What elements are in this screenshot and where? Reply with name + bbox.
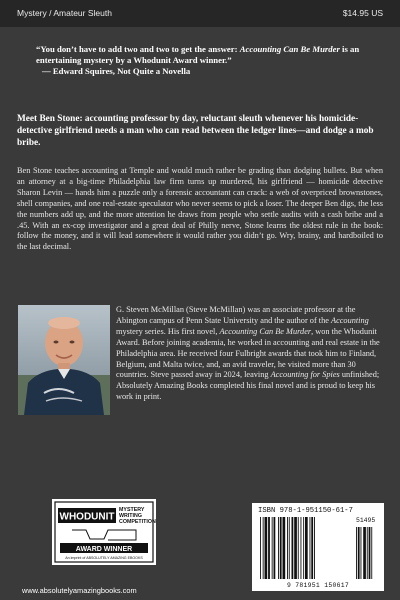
price-label: $14.95 US [342,8,383,18]
bio-text-4: unfinished; Absolutely Amazing Books completed his final novel and is proud to keep his work in print. [116,370,380,402]
genre-label: Mystery / Amateur Sleuth [17,8,112,18]
logo-banner-text: AWARD WINNER [75,545,133,553]
isbn-barcode [252,503,384,591]
author-bio [116,305,384,403]
whodunit-award-logo [52,499,156,565]
quote-text-end: is an entertaining mystery by a Whodunit Award winner.” [36,44,360,65]
quote-attribution: — Edward Squires, Not Quite a Novella [42,66,191,76]
barcode-ean-digits: 9 781951 150617 [286,582,350,589]
header-bar [0,0,400,27]
logo-brand-text: WHODUNIT [59,511,115,523]
barcode-bars-icon [252,503,384,591]
tagline: Meet Ben Stone: accounting professor by day, reluctant sleuth whenever his homicide-detective girlfriend needs a man who can read between the ledger lines—and dodge a mob bribe. [17,114,374,148]
bio-series-title: Accounting [331,315,369,325]
bio-text-1: G. Steven McMillan (Steve McMillan) was an associate professor at the Abington campus of Penn State University and the author of the [116,305,356,325]
logo-side-text-1: MYSTERY [119,507,145,513]
bio-text-2: mystery series. His first novel, [116,326,220,336]
logo-side-text-3: COMPETITION [119,519,156,525]
logo-imprint-text: An imprint of ABSOLUTELY AMAZING EBOOKS [65,556,143,560]
bio-first-novel-title: Accounting Can Be Murder [219,326,312,336]
publisher-website: www.absolutelyamazingbooks.com [22,586,137,595]
isbn-number: ISBN 978-1-951150-61-7 [258,507,353,515]
quote-text-start: “You don’t have to add two and two to get the answer: [36,44,240,54]
logo-side-text-2: WRITING [119,513,142,519]
author-portrait-image [18,305,110,415]
award-badge-icon [52,499,156,565]
bio-text-3: , won the Whodunit Award. Before joining academia, he worked in accounting and real estate in the Philadelphia area. He received four Fulbright awards that took him to Finland, Belgium, and Malta twice, and, an avid traveler, he visited more than 30 countries. Steve passed away in 2024, leaving [116,326,380,380]
barcode-addon-digits: 51495 [356,517,376,524]
synopsis: Ben Stone teaches accounting at Temple and would much rather be grading than dodging bullets. But when an attorney at a big-time Philadelphia law firm turns up murdered, his girlfriend — homicide detective Sharon Levin — hands him a puzzle only a forensic accountant can crack: a web of overpriced brownstones, shell companies, and one real-estate speculator who never seems to pick a loser. The deeper Ben digs, the less the numbers add up, and the more attention he draws from people who settle audits with a cash bribe and a .45. With an ex-cop investigator and a great deal of Philly nerve, Stone learns the oldest rule in the book: follow the money, and it will lead somewhere it would rather you didn’t go. Wry, brainy, and hardboiled to the last decimal. [17,166,383,252]
author-photo [18,305,110,415]
bio-final-title: Accounting for Spies [270,370,340,380]
quote-book-title: Accounting Can Be Murder [239,44,340,54]
endorsement-quote [36,44,376,77]
